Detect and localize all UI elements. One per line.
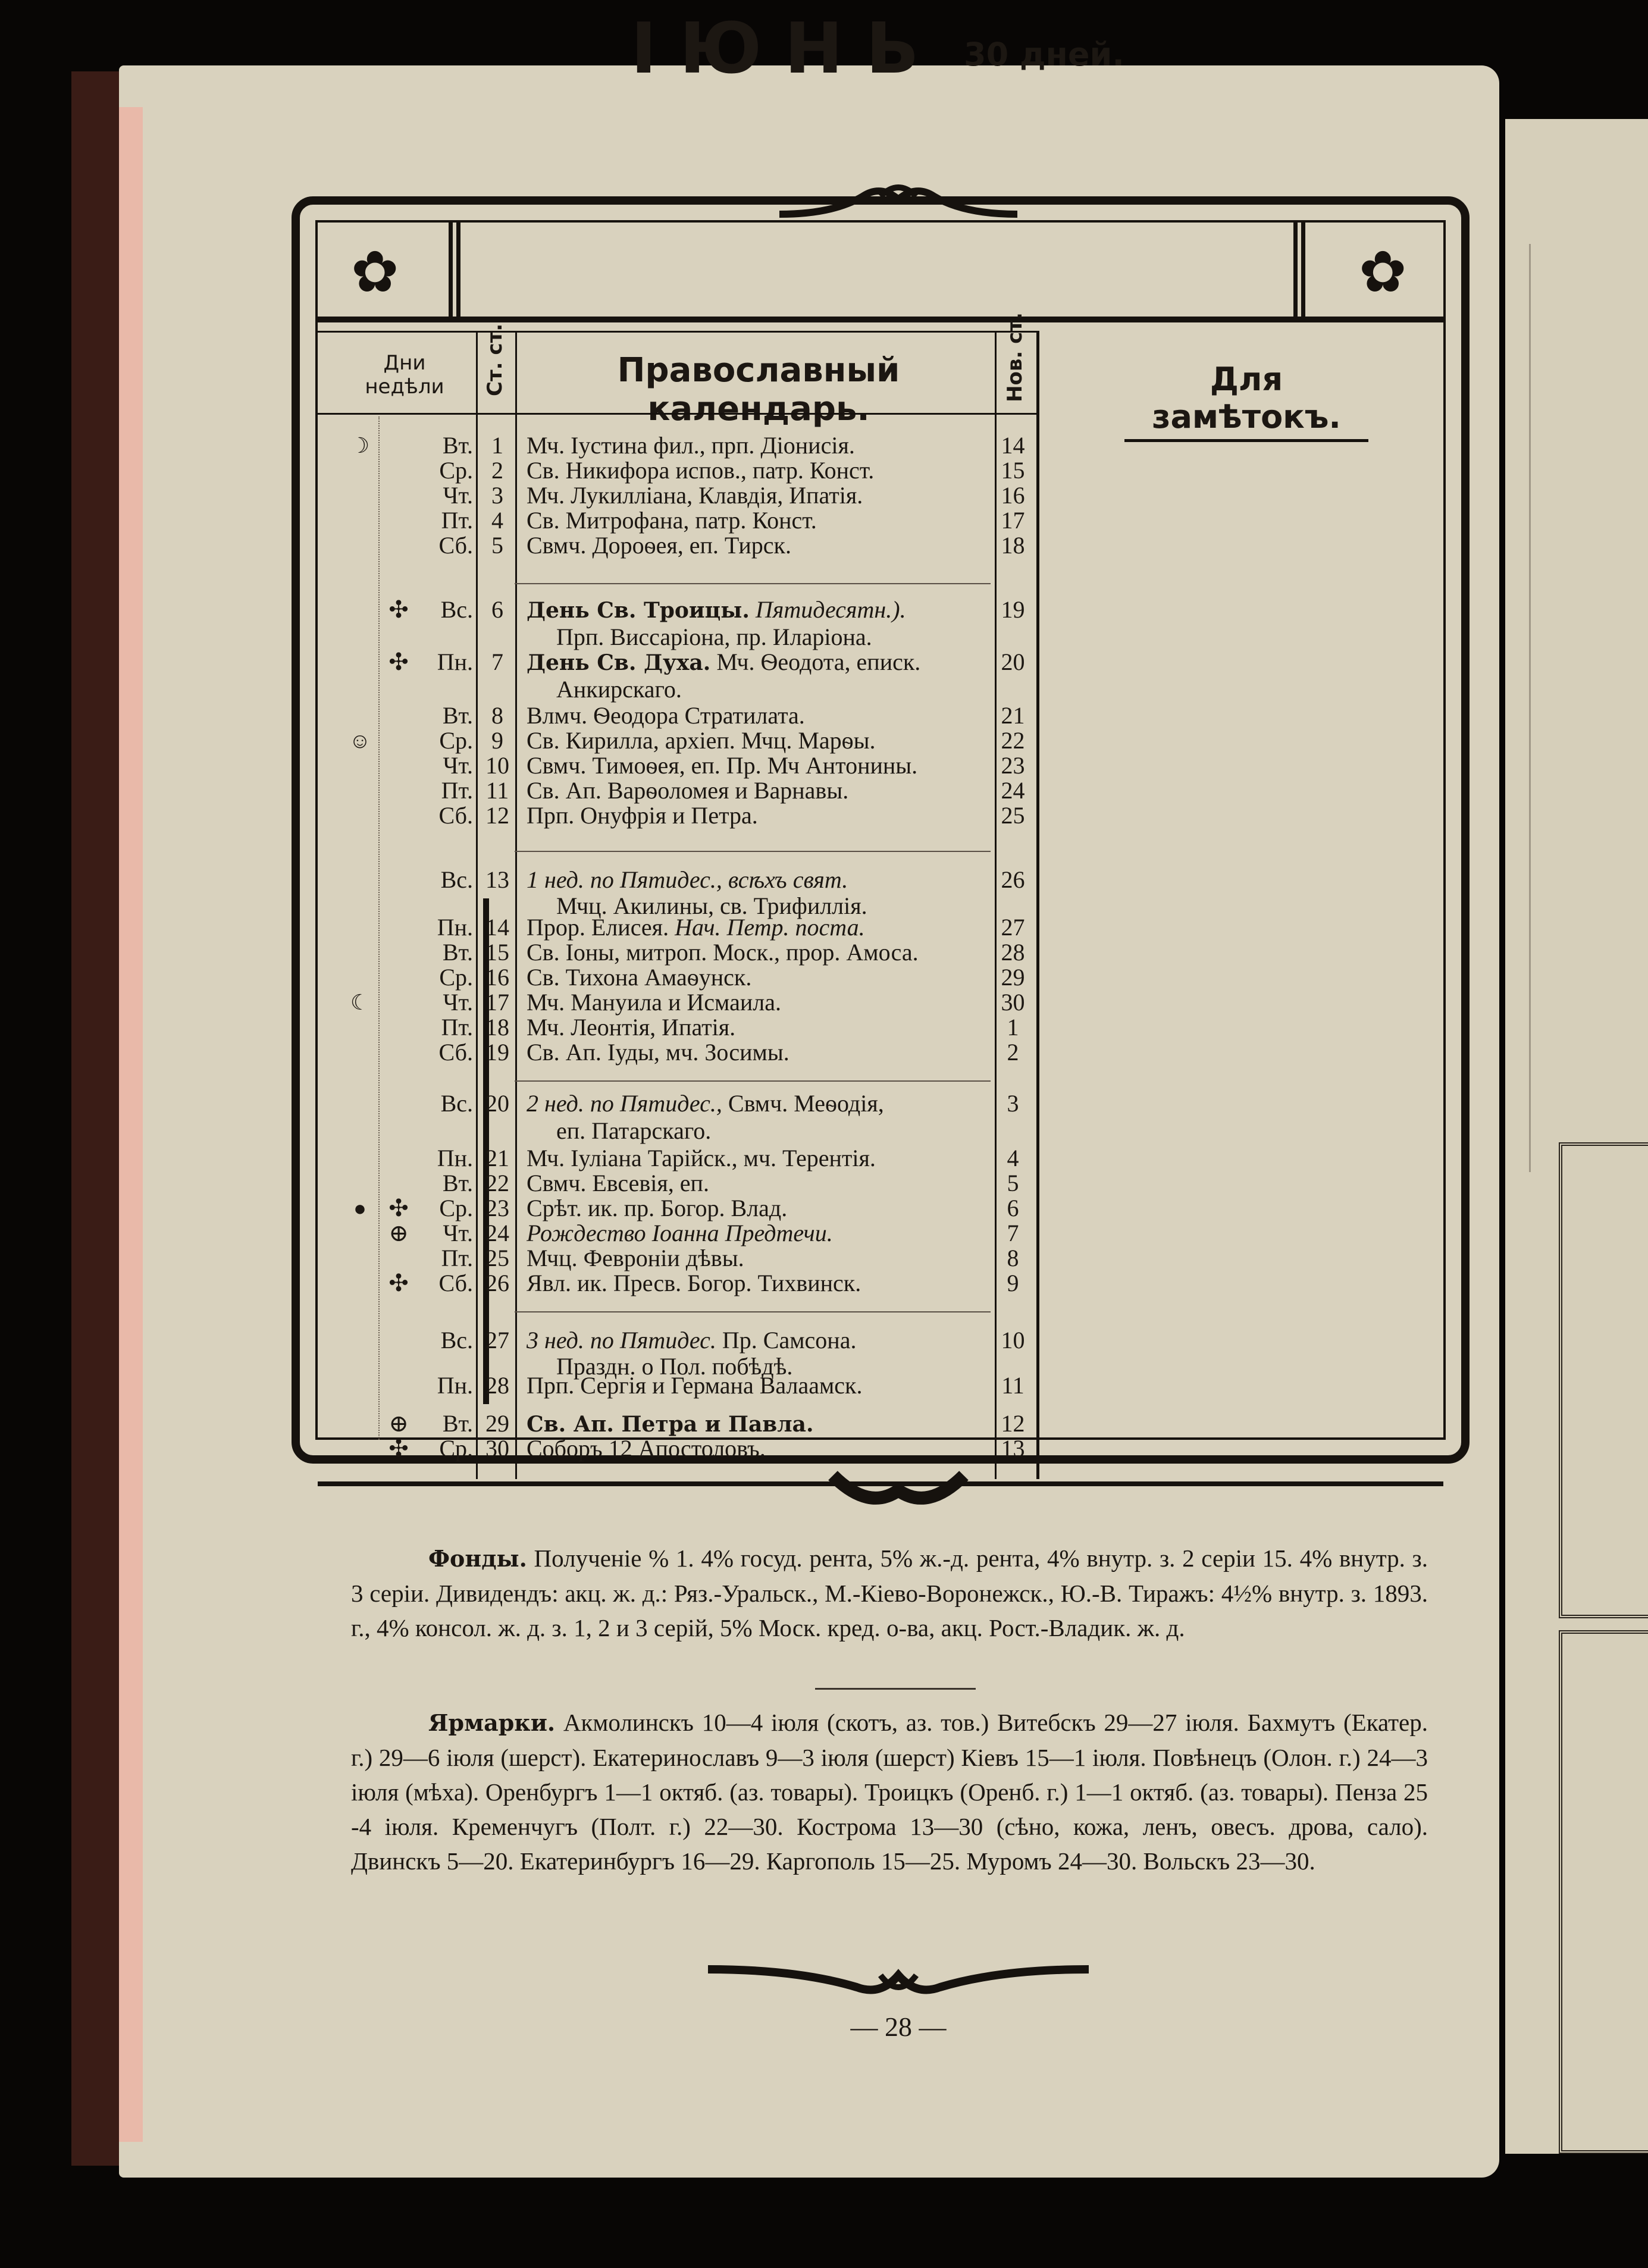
new-style-date: 24 bbox=[1001, 777, 1025, 804]
new-style-date: 9 bbox=[1007, 1270, 1019, 1296]
entry-text: Свмч. Дороѳея, еп. Тирск. bbox=[527, 532, 791, 559]
weekday-cell: Чт. bbox=[443, 482, 473, 509]
saint-entry bbox=[527, 649, 997, 676]
old-style-date: 24 bbox=[485, 1220, 509, 1246]
weekday-cell: Чт. bbox=[443, 1220, 473, 1246]
calendar-row bbox=[0, 1327, 1035, 1354]
calendar-row bbox=[0, 1014, 1035, 1041]
saint-entry bbox=[527, 989, 997, 1016]
new-style-date: 27 bbox=[1001, 914, 1025, 941]
fairs-paragraph bbox=[351, 1705, 1428, 1878]
moon-phase-icon: ● bbox=[353, 1196, 366, 1220]
entry-text: Мч. Лукилліана, Клавдія, Ипатія. bbox=[527, 482, 863, 509]
old-style-date: 10 bbox=[485, 752, 509, 779]
old-style-date: 8 bbox=[491, 702, 503, 729]
new-style-date: 20 bbox=[1001, 649, 1025, 675]
entry-text: Влмч. Ѳеодора Стратилата. bbox=[527, 702, 805, 729]
saint-entry bbox=[527, 532, 997, 559]
saint-entry bbox=[527, 1245, 997, 1272]
old-style-date: 28 bbox=[485, 1372, 509, 1399]
flower-ornament-icon: ✿ bbox=[351, 240, 399, 304]
old-style-date: 11 bbox=[485, 777, 509, 804]
header-divider bbox=[1293, 223, 1305, 317]
saint-entry bbox=[527, 1195, 997, 1222]
new-style-date: 3 bbox=[1007, 1090, 1019, 1117]
calendar-row bbox=[0, 989, 1035, 1016]
old-style-date: 7 bbox=[491, 649, 503, 675]
saint-entry-continued: Мчц. Акилины, св. Трифиллія. bbox=[556, 892, 867, 919]
month-days-count: 30 дней. bbox=[964, 36, 1124, 73]
new-style-date: 22 bbox=[1001, 727, 1025, 754]
new-style-date: 16 bbox=[1001, 482, 1025, 509]
new-style-date: 26 bbox=[1001, 866, 1025, 893]
calendar-row bbox=[0, 1195, 1035, 1222]
entry-text: Св. Никифора испов., патр. Конст. bbox=[527, 457, 875, 484]
old-style-date: 4 bbox=[491, 507, 503, 534]
old-style-date: 15 bbox=[485, 939, 509, 966]
calendar-row bbox=[0, 1435, 1035, 1462]
calendar-row bbox=[0, 457, 1035, 484]
old-style-column-header: Ст. ст. bbox=[483, 323, 507, 396]
old-style-date: 30 bbox=[485, 1435, 509, 1462]
entry-text: Мч. Леонтія, Ипатія. bbox=[527, 1014, 736, 1041]
table-rule bbox=[318, 331, 1038, 333]
calendar-row bbox=[0, 1170, 1035, 1197]
saint-entry bbox=[527, 727, 997, 754]
saint-entry bbox=[527, 1410, 997, 1438]
saint-entry-continued: Прп. Виссаріона, пр. Иларіона. bbox=[556, 624, 872, 650]
weekday-cell: Ср. bbox=[439, 457, 473, 484]
weekday-cell: Вт. bbox=[442, 939, 473, 966]
entry-text: Срѣт. ик. пр. Богор. Влад. bbox=[527, 1195, 788, 1221]
calendar-row bbox=[0, 1410, 1035, 1437]
weekday-cell: Вс. bbox=[440, 866, 473, 893]
feast-name-bold: Св. Ап. Петра и Павла. bbox=[527, 1412, 814, 1437]
weekday-cell: Вс. bbox=[440, 596, 473, 623]
old-style-date: 19 bbox=[485, 1039, 509, 1066]
entry-text: Прор. Елисея. bbox=[527, 914, 669, 941]
entry-text: Мч. Іустина фил., прп. Діонисія. bbox=[527, 432, 855, 459]
entry-italic: 2 нед. по Пятидес., bbox=[527, 1090, 722, 1117]
entry-text: Мч. Ѳеодота, еписк. bbox=[716, 649, 921, 675]
weekday-cell: Пн. bbox=[437, 1145, 473, 1171]
month-title: ІЮНЬ bbox=[631, 7, 942, 89]
new-style-date: 29 bbox=[1001, 964, 1025, 991]
saint-entry bbox=[527, 432, 997, 459]
new-style-date: 17 bbox=[1001, 507, 1025, 534]
old-style-date: 21 bbox=[485, 1145, 509, 1171]
new-style-date: 15 bbox=[1001, 457, 1025, 484]
middle-ornament bbox=[821, 1464, 976, 1517]
new-style-date: 1 bbox=[1007, 1014, 1019, 1041]
new-style-date: 2 bbox=[1007, 1039, 1019, 1066]
saint-entry bbox=[527, 596, 997, 624]
weekday-cell: Ср. bbox=[439, 727, 473, 754]
old-style-date: 29 bbox=[485, 1410, 509, 1437]
entry-italic: Пятидесятн.). bbox=[755, 596, 906, 623]
entry-text: Мч. Мануила и Исмаила. bbox=[527, 989, 781, 1016]
entry-text: Св. Ап. Варѳоломея и Варнавы. bbox=[527, 777, 849, 804]
facing-page-box bbox=[1559, 1142, 1648, 1618]
weekday-cell: Пн. bbox=[437, 914, 473, 941]
entry-text: Мчц. Февроніи дѣвы. bbox=[527, 1245, 744, 1271]
feast-mark-icon: ✣ bbox=[388, 596, 409, 623]
calendar-row bbox=[0, 964, 1035, 991]
saint-entry bbox=[527, 777, 997, 804]
weekday-cell: Ср. bbox=[439, 1195, 473, 1221]
new-style-date: 23 bbox=[1001, 752, 1025, 779]
calendar-row bbox=[0, 939, 1035, 966]
entry-italic: 3 нед. по Пятидес. bbox=[527, 1327, 716, 1354]
old-style-date: 5 bbox=[491, 532, 503, 559]
notes-column-header: Для замѣтокъ. bbox=[1124, 361, 1368, 442]
entry-text: Свмч. Евсевія, еп. bbox=[527, 1170, 709, 1196]
new-style-date: 28 bbox=[1001, 939, 1025, 966]
new-style-date: 18 bbox=[1001, 532, 1025, 559]
old-style-date: 13 bbox=[485, 866, 509, 893]
fonds-text: Полученіе % 1. 4% госуд. рента, 5% ж.-д. рента, 4% внутр. з. 2 серіи 15. 4% внутр. з. 3 серіи. Дивидендъ: акц. ж. д.: Ряз.-Уральск., М.-Кіево-Воронежск., Ю.-В. Тиражъ: 4½% внутр. з. 1893. г., 4% консол. ж. д. з. 1, 2 и 3 серій, 5% Моск. кред. о-ва, акц. Рост.-Владик. ж. д. bbox=[351, 1545, 1428, 1642]
moon-phase-icon: ☽ bbox=[350, 434, 370, 458]
old-style-date: 2 bbox=[491, 457, 503, 484]
weekday-cell: Вс. bbox=[440, 1090, 473, 1117]
entry-italic: Рождество Іоанна Предтечи. bbox=[527, 1220, 833, 1246]
page-edge bbox=[119, 107, 143, 2142]
weekday-cell: Пт. bbox=[441, 1014, 473, 1041]
entry-text: Св. Тихона Амаѳунск. bbox=[527, 964, 752, 991]
new-style-date: 11 bbox=[1001, 1372, 1024, 1399]
calendar-row bbox=[0, 432, 1035, 459]
entry-text: Прп. Онуфрія и Петра. bbox=[527, 802, 758, 829]
month-header bbox=[318, 223, 1443, 322]
feast-mark-icon: ✣ bbox=[388, 1270, 409, 1296]
weekday-cell: Ср. bbox=[439, 1435, 473, 1462]
weekday-cell: Пт. bbox=[441, 1245, 473, 1271]
page-number: — 28 — bbox=[850, 2012, 947, 2042]
new-style-date: 25 bbox=[1001, 802, 1025, 829]
entry-text: Св. Кирилла, архіеп. Мчц. Марѳы. bbox=[527, 727, 876, 754]
saint-entry bbox=[527, 1327, 997, 1354]
entry-italic: 1 нед. по Пятидес., всѣхъ свят. bbox=[527, 866, 848, 893]
flower-ornament-icon: ✿ bbox=[1359, 240, 1407, 304]
feast-mark-icon: ✣ bbox=[388, 1195, 409, 1221]
new-style-date: 8 bbox=[1007, 1245, 1019, 1271]
calendar-row bbox=[0, 507, 1035, 534]
weekday-cell: Ср. bbox=[439, 964, 473, 991]
calendar-row bbox=[0, 866, 1035, 894]
weekday-cell: Пт. bbox=[441, 507, 473, 534]
saint-entry bbox=[527, 1372, 997, 1399]
weekday-cell: Сб. bbox=[438, 1039, 473, 1066]
saint-entry bbox=[527, 802, 997, 829]
old-style-date: 17 bbox=[485, 989, 509, 1016]
calendar-row bbox=[0, 1145, 1035, 1172]
old-style-date: 22 bbox=[485, 1170, 509, 1196]
saint-entry bbox=[527, 1014, 997, 1041]
calendar-row bbox=[0, 777, 1035, 804]
old-style-date: 3 bbox=[491, 482, 503, 509]
weekday-cell: Сб. bbox=[438, 1270, 473, 1296]
week-separator bbox=[515, 1311, 991, 1312]
feast-mark-icon: ✣ bbox=[388, 649, 409, 675]
calendar-row bbox=[0, 727, 1035, 754]
facing-page-fragment bbox=[1505, 119, 1648, 2154]
old-style-date: 23 bbox=[485, 1195, 509, 1221]
weekday-cell: Вт. bbox=[442, 1170, 473, 1196]
old-style-date: 26 bbox=[485, 1270, 509, 1296]
saint-entry bbox=[527, 752, 997, 779]
weekday-cell: Сб. bbox=[438, 802, 473, 829]
new-style-date: 19 bbox=[1001, 596, 1025, 623]
entry-text: Соборъ 12 Апостоловъ. bbox=[527, 1435, 766, 1462]
entry-text: Свмч. Меѳодія, bbox=[728, 1090, 884, 1117]
calendar-row bbox=[0, 702, 1035, 729]
old-style-date: 20 bbox=[485, 1090, 509, 1117]
weekday-cell: Чт. bbox=[443, 752, 473, 779]
new-style-date: 21 bbox=[1001, 702, 1025, 729]
weekday-cell: Пн. bbox=[437, 649, 473, 675]
facing-page-illustration bbox=[1529, 244, 1648, 1172]
feast-mark-icon: ✣ bbox=[388, 1435, 409, 1462]
entry-text: Явл. ик. Пресв. Богор. Тихвинск. bbox=[527, 1270, 861, 1296]
bottom-ornament bbox=[702, 1951, 1095, 2005]
calendar-column-header: Православный календарь. bbox=[617, 351, 900, 428]
saint-entry-continued: Анкирскаго. bbox=[556, 676, 682, 703]
calendar-row bbox=[0, 532, 1035, 559]
saint-entry bbox=[527, 507, 997, 534]
week-separator bbox=[515, 851, 991, 852]
calendar-row bbox=[0, 596, 1035, 624]
calendar-row bbox=[0, 802, 1035, 829]
new-style-date: 10 bbox=[1001, 1327, 1025, 1354]
weekday-cell: Сб. bbox=[438, 532, 473, 559]
saint-entry bbox=[527, 1220, 997, 1247]
feast-name-bold: День Св. Троицы. bbox=[527, 598, 750, 623]
new-style-date: 7 bbox=[1007, 1220, 1019, 1246]
week-separator bbox=[515, 1080, 991, 1082]
fairs-text: Акмолинскъ 10—4 іюля (скотъ, аз. тов.) Витебскъ 29—27 іюля. Бахмутъ (Екатер. г.) 29—6 іюля (шерст). Екатеринославъ 9—3 іюля (шерст) Кіевъ 15—1 іюля. Повѣнецъ (Олон. г.) 24—3 іюля (мѣха). Оренбургъ 1—1 октяб. (аз. товары). Троицкъ (Оренб. г.) 1—1 октяб. (аз. товары). Пенза 25 -4 іюля. Кременчугъ (Полт. г.) 22—30. Кострома 13—30 (сѣно, кожа, ленъ, овесъ. дрова, сало). Двинскъ 5—20. Екатеринбургъ 16—29. Каргополь 15—25. Муромъ 24—30. Вольскъ 23—30. bbox=[351, 1709, 1428, 1875]
calendar-row bbox=[0, 914, 1035, 941]
calendar-row bbox=[0, 1090, 1035, 1117]
new-style-date: 5 bbox=[1007, 1170, 1019, 1196]
saint-entry bbox=[527, 482, 997, 509]
saint-entry bbox=[527, 457, 997, 484]
weekday-cell: Вт. bbox=[442, 432, 473, 459]
fairs-heading: Ярмарки. bbox=[428, 1709, 556, 1736]
new-style-date: 30 bbox=[1001, 989, 1025, 1016]
saint-entry bbox=[527, 939, 997, 966]
calendar-row bbox=[0, 482, 1035, 509]
saint-entry bbox=[527, 1145, 997, 1172]
weekday-cell: Пт. bbox=[441, 777, 473, 804]
weekday-cell: Вт. bbox=[442, 702, 473, 729]
week-separator bbox=[515, 583, 991, 584]
old-style-date: 12 bbox=[485, 802, 509, 829]
entry-text: Св. Іоны, митроп. Моск., прор. Амоса. bbox=[527, 939, 919, 966]
facing-page-box bbox=[1559, 1630, 1648, 2154]
calendar-row bbox=[0, 1270, 1035, 1297]
weekday-cell: Пн. bbox=[437, 1372, 473, 1399]
fonds-paragraph bbox=[351, 1541, 1428, 1645]
saint-entry-continued: Праздн. о Пол. побѣдѣ. bbox=[556, 1353, 793, 1380]
old-style-date: 27 bbox=[485, 1327, 509, 1354]
table-column-line bbox=[1036, 331, 1039, 1479]
saint-entry bbox=[527, 1270, 997, 1297]
new-style-date: 12 bbox=[1001, 1410, 1025, 1437]
new-style-date: 6 bbox=[1007, 1195, 1019, 1221]
text-divider bbox=[815, 1688, 976, 1690]
calendar-row bbox=[0, 649, 1035, 676]
new-style-column-header: Нов. ст. bbox=[1003, 312, 1027, 402]
saint-entry bbox=[527, 1039, 997, 1066]
old-style-date: 6 bbox=[491, 596, 503, 623]
table-rule bbox=[318, 413, 1038, 415]
entry-text: Мч. Іуліана Тарійск., мч. Терентія. bbox=[527, 1145, 876, 1171]
old-style-date: 9 bbox=[491, 727, 503, 754]
feast-name-bold: День Св. Духа. bbox=[527, 650, 711, 675]
old-style-date: 16 bbox=[485, 964, 509, 991]
weekday-column-header: Дни недѣли bbox=[365, 351, 444, 399]
weekday-cell: Вт. bbox=[442, 1410, 473, 1437]
old-style-date: 25 bbox=[485, 1245, 509, 1271]
book-binding bbox=[71, 71, 119, 2166]
saint-entry bbox=[527, 1170, 997, 1197]
entry-italic: Нач. Петр. поста. bbox=[675, 914, 865, 941]
header-divider bbox=[449, 223, 460, 317]
calendar-row bbox=[0, 1220, 1035, 1247]
moon-phase-icon: ☺ bbox=[349, 729, 371, 753]
calendar-row bbox=[0, 1372, 1035, 1399]
calendar-row bbox=[0, 1245, 1035, 1272]
old-style-date: 18 bbox=[485, 1014, 509, 1041]
saint-entry bbox=[527, 1090, 997, 1117]
new-style-date: 13 bbox=[1001, 1435, 1025, 1462]
saint-entry bbox=[527, 914, 997, 941]
weekday-cell: Вс. bbox=[440, 1327, 473, 1354]
saint-entry bbox=[527, 964, 997, 991]
top-ornament bbox=[773, 173, 1023, 226]
saint-entry bbox=[527, 1435, 997, 1462]
weekday-cell: Чт. bbox=[443, 989, 473, 1016]
fonds-heading: Фонды. bbox=[428, 1545, 527, 1572]
saint-entry bbox=[527, 702, 997, 729]
calendar-row bbox=[0, 752, 1035, 779]
entry-text: Пр. Самсона. bbox=[722, 1327, 857, 1354]
moon-phase-icon: ☾ bbox=[350, 991, 370, 1014]
entry-text: Прп. Сергія и Германа Валаамск. bbox=[527, 1372, 863, 1399]
feast-mark-icon: ⊕ bbox=[388, 1410, 409, 1437]
old-style-date: 14 bbox=[485, 914, 509, 941]
saint-entry-continued: еп. Патарскаго. bbox=[556, 1117, 712, 1144]
new-style-date: 4 bbox=[1007, 1145, 1019, 1171]
calendar-row bbox=[0, 1039, 1035, 1066]
feast-mark-icon: ⊕ bbox=[388, 1220, 409, 1246]
entry-text: Свмч. Тимоѳея, еп. Пр. Мч Антонины. bbox=[527, 752, 918, 779]
old-style-date: 1 bbox=[491, 432, 503, 459]
entry-text: Св. Митрофана, патр. Конст. bbox=[527, 507, 817, 534]
new-style-date: 14 bbox=[1001, 432, 1025, 459]
entry-text: Св. Ап. Іуды, мч. Зосимы. bbox=[527, 1039, 789, 1066]
saint-entry bbox=[527, 866, 997, 894]
